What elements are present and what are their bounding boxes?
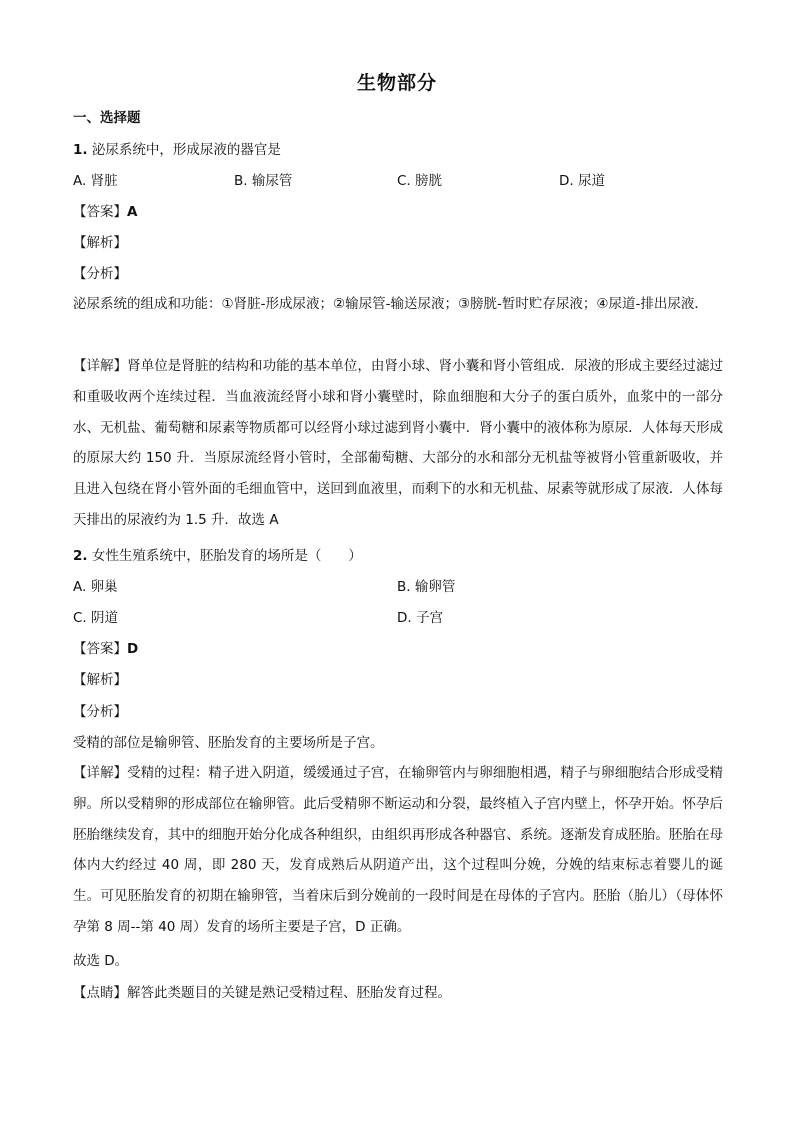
question-1-stem [73, 140, 281, 160]
q2-answer-label: 【答案】 [73, 641, 127, 657]
q1-detail-label: 【详解】 [73, 358, 128, 374]
q2-option-c: C. 阴道 [73, 610, 119, 626]
q1-option-d: D. 尿道 [559, 173, 605, 189]
q1-fenxi-text: 泌尿系统的组成和功能：①肾脏-形成尿液；②输尿管-输送尿液；③膀胱-暂时贮存尿液；④尿道-排出尿液． [73, 296, 708, 312]
question-1-text: 泌尿系统中，形成尿液的器官是 [91, 142, 281, 158]
q1-fenxi-label: 【分析】 [73, 266, 127, 282]
q1-option-a: A. 肾脏 [73, 173, 118, 189]
q2-option-a: A. 卵巢 [73, 579, 118, 595]
q1-option-c: C. 膀胱 [397, 173, 443, 189]
question-2-number: 2. [73, 548, 88, 564]
page-title: 生物部分 [356, 72, 437, 94]
q2-detail-text: 受精的过程：精子进入阴道，缓缓通过子宫，在输卵管内与卵细胞相遇，精子与卵细胞结合形成受精卵。所以受精卵的形成部位在输卵管。此后受精卵不断运动和分裂，最终植入子宫内壁上，怀孕开始。怀孕后胚胎继续发育，其中的细胞开始分化成各种组织，由组织再形成各种器官、系统。逐渐发育成胚胎。胚胎在母体内大约经过 40 周，即 280 天，发育成熟后从阴道产出，这个过程叫分娩，分娩的结束标志着婴儿的诞生。可见胚胎发育的初期在输卵管，当着床后到分娩前的一段时间是在母体的子宫内。胚胎（胎儿）（母体怀孕第 8 周--第 40 周）发育的场所主要是子宫，D 正确。 [73, 765, 724, 935]
q2-option-d: D. 子宫 [397, 610, 443, 626]
q2-fenxi-label: 【分析】 [73, 704, 127, 720]
question-2-stem [73, 546, 362, 566]
q2-dianjing-text: 解答此类题目的关键是熟记受精过程、胚胎发育过程。 [127, 985, 451, 1001]
section-heading: 一、选择题 [73, 110, 141, 126]
q1-answer-label: 【答案】 [73, 204, 127, 220]
q2-fenxi-text: 受精的部位是输卵管、胚胎发育的主要场所是子宫。 [73, 735, 384, 751]
question-2-text: 女性生殖系统中，胚胎发育的场所是（ ） [91, 548, 362, 564]
q2-option-b: B. 输卵管 [397, 579, 456, 595]
q2-conclusion: 故选 D。 [73, 953, 129, 969]
q1-option-b: B. 输尿管 [234, 173, 293, 189]
question-1-number: 1. [73, 142, 88, 158]
q1-answer-value: A [127, 204, 138, 220]
q2-answer-value: D [127, 641, 139, 657]
q2-dianjing-label: 【点睛】 [73, 985, 127, 1001]
q2-answer [73, 639, 138, 659]
q2-dianjing [73, 983, 451, 1003]
q2-detail [73, 758, 723, 943]
q1-detail-text: 肾单位是肾脏的结构和功能的基本单位，由肾小球、肾小囊和肾小管组成．尿液的形成主要经过滤过和重吸收两个连续过程．当血液流经肾小球和肾小囊壁时，除血细胞和大分子的蛋白质外，血浆中的一部分水、无机盐、葡萄糖和尿素等物质都可以经肾小球过滤到肾小囊中．肾小囊中的液体称为原尿．人体每天形成的原尿大约 150 升．当原尿流经肾小管时，全部葡萄糖、大部分的水和部分无机盐等被肾小管重新吸收，并且进入包绕在肾小管外面的毛细血管中，送回到血液里，而剩下的水和无机盐、尿素等就形成了尿液．人体每天排出的尿液约为 1.5 升．故选 A [73, 358, 724, 528]
q1-analysis-label: 【解析】 [73, 235, 127, 251]
q2-detail-label: 【详解】 [73, 765, 128, 781]
q2-analysis-label: 【解析】 [73, 672, 127, 688]
q1-answer [73, 202, 137, 222]
q1-detail [73, 351, 723, 536]
